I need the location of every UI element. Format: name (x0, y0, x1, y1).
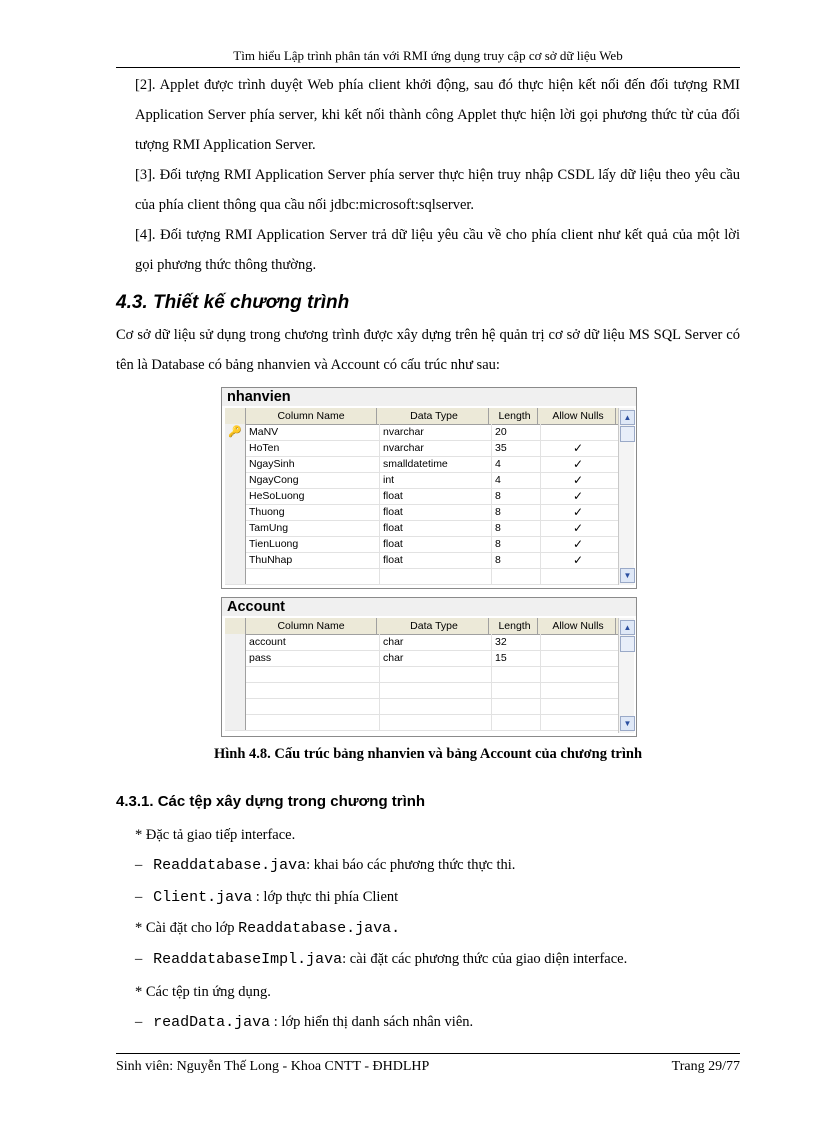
primary-key-icon: 🔑 (228, 426, 242, 438)
row-selector[interactable] (225, 424, 246, 440)
file-list-item (135, 889, 398, 906)
row-selector-header (225, 408, 246, 424)
row-selector[interactable] (225, 698, 246, 714)
file-description: : cài đặt các phương thức của giao diện interface. (342, 951, 628, 967)
length-cell[interactable]: 8 (492, 520, 541, 536)
file-description: : lớp thực thi phía Client (252, 889, 399, 905)
column-name-cell[interactable]: TienLuong (246, 536, 380, 552)
table-row[interactable] (225, 536, 618, 553)
empty-table-row[interactable] (225, 698, 618, 715)
file-description: : khai báo các phương thức thực thi. (306, 857, 516, 873)
table-row[interactable] (225, 634, 618, 651)
column-header-length[interactable]: Length (492, 408, 538, 424)
row-selector[interactable] (225, 440, 246, 456)
column-name-cell[interactable]: HoTen (246, 440, 380, 456)
impl-heading (135, 920, 400, 937)
length-cell[interactable]: 20 (492, 424, 541, 440)
page-number: Trang 29/77 (671, 1059, 740, 1074)
allow-nulls-cell[interactable] (541, 698, 615, 714)
column-name-cell[interactable]: account (246, 634, 380, 650)
empty-table-row[interactable] (225, 682, 618, 699)
data-type-cell[interactable]: float (380, 520, 492, 536)
row-selector[interactable] (225, 536, 246, 552)
column-name-cell[interactable] (246, 666, 380, 682)
column-header-nulls[interactable]: Allow Nulls (541, 618, 616, 634)
data-type-cell[interactable]: float (380, 504, 492, 520)
column-name-cell[interactable]: NgaySinh (246, 456, 380, 472)
file-list-item (135, 951, 627, 968)
section-intro-paragraph: Cơ sở dữ liệu sử dụng trong chương trình được xây dựng trên hệ quản trị cơ sở dữ liệu MS SQL Server có tên là Database có bảng nhanvien và Account có cấu trúc như sau: (116, 327, 740, 373)
length-cell[interactable]: 4 (492, 456, 541, 472)
list-dash: – (135, 857, 143, 873)
table-grid (225, 408, 618, 586)
step-4-paragraph: [4]. Đối tượng RMI Application Server trả dữ liệu yêu cầu về cho phía client như kết quả của một lời gọi phương thức thông thường. (135, 227, 740, 273)
table-title: nhanvien (222, 388, 636, 406)
table-row[interactable] (225, 504, 618, 521)
length-cell[interactable] (492, 666, 541, 682)
table-row[interactable] (225, 650, 618, 667)
scroll-down-icon[interactable]: ▼ (620, 568, 635, 583)
length-cell[interactable]: 8 (492, 536, 541, 552)
column-header-length[interactable]: Length (492, 618, 538, 634)
row-selector[interactable] (225, 488, 246, 504)
allow-nulls-cell[interactable]: ✓ (572, 537, 584, 551)
file-list-item (135, 1014, 473, 1031)
scroll-up-icon[interactable]: ▲ (620, 620, 635, 635)
column-name-cell[interactable]: pass (246, 650, 380, 666)
page-footer (116, 1053, 740, 1074)
file-name-readdatabase: Readdatabase.java (153, 857, 307, 874)
column-name-cell[interactable]: Thuong (246, 504, 380, 520)
row-selector[interactable] (225, 472, 246, 488)
data-type-cell[interactable]: nvarchar (380, 440, 492, 456)
scroll-up-icon[interactable]: ▲ (620, 410, 635, 425)
allow-nulls-cell[interactable]: ✓ (572, 521, 584, 535)
app-heading: * Các tệp tin ứng dụng. (135, 984, 271, 1000)
column-name-cell[interactable]: NgayCong (246, 472, 380, 488)
list-dash: – (135, 1014, 143, 1030)
length-cell[interactable]: 8 (492, 488, 541, 504)
allow-nulls-cell[interactable] (541, 666, 615, 682)
data-type-cell[interactable] (380, 682, 492, 698)
file-name-readdatabaseimpl: ReaddatabaseImpl.java (153, 951, 343, 968)
row-selector[interactable] (225, 568, 246, 584)
allow-nulls-cell[interactable] (541, 634, 615, 650)
allow-nulls-cell[interactable] (541, 568, 615, 584)
list-dash: – (135, 889, 143, 905)
empty-table-row[interactable] (225, 714, 618, 731)
allow-nulls-cell[interactable]: ✓ (572, 505, 584, 519)
length-cell[interactable]: 8 (492, 552, 541, 568)
row-selector-header (225, 618, 246, 634)
table-row[interactable] (225, 552, 618, 569)
step-2-paragraph: [2]. Applet được trình duyệt Web phía client khởi động, sau đó thực hiện kết nối đến đối tượng RMI Application Server phía server, khi kết nối thành công Applet thực hiện lời gọi phương thức từ của đối tượng RMI Application Server. (135, 77, 740, 153)
allow-nulls-cell[interactable]: ✓ (572, 553, 584, 567)
column-header-type[interactable]: Data Type (380, 618, 489, 634)
file-name-client: Client.java (153, 889, 253, 906)
length-cell[interactable] (492, 682, 541, 698)
allow-nulls-cell[interactable]: ✓ (572, 473, 584, 487)
data-type-cell[interactable] (380, 698, 492, 714)
table-title: Account (222, 598, 636, 616)
footer-author: Sinh viên: Nguyễn Thế Long - Khoa CNTT - ĐHDLHP (116, 1059, 430, 1074)
subsection-title: 4.3.1. Các tệp xây dựng trong chương trình (116, 793, 426, 810)
column-name-cell[interactable]: ThuNhap (246, 552, 380, 568)
data-type-cell[interactable] (380, 666, 492, 682)
allow-nulls-cell[interactable]: ✓ (572, 441, 584, 455)
length-cell[interactable]: 15 (492, 650, 541, 666)
spec-heading: * Đặc tả giao tiếp interface. (135, 827, 296, 843)
account-table (221, 597, 637, 737)
list-dash: – (135, 951, 143, 967)
row-selector[interactable] (225, 666, 246, 682)
table-row[interactable] (225, 488, 618, 505)
data-type-cell[interactable] (380, 714, 492, 730)
scroll-thumb[interactable] (620, 636, 635, 652)
row-selector[interactable] (225, 714, 246, 730)
data-type-cell[interactable]: float (380, 536, 492, 552)
data-type-cell[interactable]: nvarchar (380, 424, 492, 440)
table-row[interactable] (225, 456, 618, 473)
file-list-item (135, 857, 515, 874)
allow-nulls-cell[interactable] (541, 682, 615, 698)
impl-heading-text: * Cài đặt cho lớp (135, 920, 239, 936)
length-cell[interactable]: 4 (492, 472, 541, 488)
allow-nulls-cell[interactable]: ✓ (572, 457, 584, 471)
row-selector[interactable] (225, 634, 246, 650)
column-header-type[interactable]: Data Type (380, 408, 489, 424)
column-name-cell[interactable] (246, 698, 380, 714)
scroll-thumb[interactable] (620, 426, 635, 442)
row-selector[interactable] (225, 552, 246, 568)
table-row[interactable] (225, 424, 618, 441)
figure-caption: Hình 4.8. Cấu trúc bảng nhanvien và bảng Account của chương trình (213, 746, 643, 762)
data-type-cell[interactable]: float (380, 488, 492, 504)
file-name-readdata: readData.java (153, 1014, 271, 1031)
row-selector[interactable] (225, 504, 246, 520)
data-type-cell[interactable]: float (380, 552, 492, 568)
step-3-paragraph: [3]. Đối tượng RMI Application Server phía server thực hiện truy nhập CSDL lấy dữ liệu theo yêu cầu của phía client thông qua cầu nối jdbc:microsoft:sqlserver. (135, 167, 740, 213)
length-cell[interactable] (492, 714, 541, 730)
length-cell[interactable] (492, 568, 541, 584)
allow-nulls-cell[interactable]: ✓ (572, 489, 584, 503)
data-type-cell[interactable]: char (380, 634, 492, 650)
data-type-cell[interactable] (380, 568, 492, 584)
column-name-cell[interactable] (246, 568, 380, 584)
column-name-cell[interactable] (246, 682, 380, 698)
table-row[interactable] (225, 440, 618, 457)
table-row[interactable] (225, 472, 618, 489)
page-header: Tìm hiểu Lập trình phân tán với RMI ứng dụng truy cập cơ sở dữ liệu Web (116, 48, 740, 68)
vertical-scrollbar[interactable] (618, 408, 634, 585)
section-title: 4.3. Thiết kế chương trình (116, 292, 350, 313)
row-selector[interactable] (225, 682, 246, 698)
allow-nulls-cell[interactable] (541, 650, 615, 666)
column-header-name[interactable]: Column Name (246, 408, 377, 424)
column-header-name[interactable]: Column Name (246, 618, 377, 634)
table-header-row (225, 408, 618, 425)
column-name-cell[interactable]: MaNV (246, 424, 380, 440)
column-name-cell[interactable]: HeSoLuong (246, 488, 380, 504)
table-row[interactable] (225, 520, 618, 537)
length-cell[interactable] (492, 698, 541, 714)
row-selector[interactable] (225, 456, 246, 472)
data-type-cell[interactable]: char (380, 650, 492, 666)
data-type-cell[interactable]: smalldatetime (380, 456, 492, 472)
length-cell[interactable]: 32 (492, 634, 541, 650)
column-name-cell[interactable] (246, 714, 380, 730)
row-selector[interactable] (225, 650, 246, 666)
data-type-cell[interactable]: int (380, 472, 492, 488)
allow-nulls-cell[interactable] (541, 714, 615, 730)
column-name-cell[interactable]: TamUng (246, 520, 380, 536)
scroll-down-icon[interactable]: ▼ (620, 716, 635, 731)
length-cell[interactable]: 35 (492, 440, 541, 456)
column-header-nulls[interactable]: Allow Nulls (541, 408, 616, 424)
table-grid (225, 618, 618, 734)
allow-nulls-cell[interactable] (541, 424, 615, 440)
nhanvien-table (221, 387, 637, 589)
impl-file-name: Readdatabase.java. (238, 920, 401, 937)
file-description: : lớp hiển thị danh sách nhân viên. (270, 1014, 474, 1030)
length-cell[interactable]: 8 (492, 504, 541, 520)
vertical-scrollbar[interactable] (618, 618, 634, 733)
empty-table-row[interactable] (225, 666, 618, 683)
empty-table-row[interactable] (225, 568, 618, 585)
row-selector[interactable] (225, 520, 246, 536)
table-header-row (225, 618, 618, 635)
